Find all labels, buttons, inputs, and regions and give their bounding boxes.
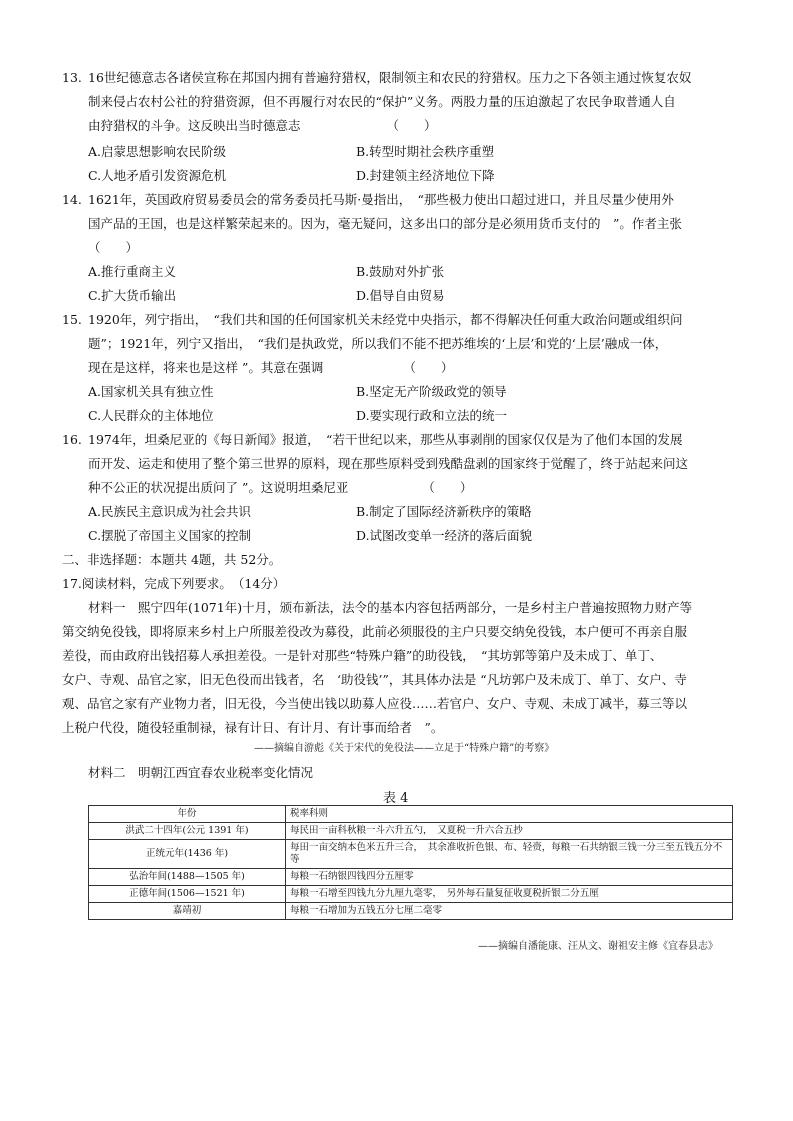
table-row xyxy=(89,840,733,869)
tax-rate-table xyxy=(88,805,733,920)
table-header-rate: 税率科则 xyxy=(286,806,733,823)
q15-option-b: B.坚定无产阶级政党的领导 xyxy=(356,384,507,399)
table-cell-rate: 每粮一石增至四钱九分九厘九毫零， 另外每石量复征收夏税折银二分五厘 xyxy=(286,886,733,903)
q14-option-b: B.鼓励对外扩张 xyxy=(356,264,445,279)
material-two-source: ——摘编自潘能康、汪从文、谢祖安主修《宜春县志》 xyxy=(478,941,718,952)
material-one-line5: 观、品官之家有产业物力者，旧无役，今当使出钱以助募人应役……若官户、女户、寺观、未成丁减半，募三等以 xyxy=(62,696,688,711)
q13-option-a: A.启蒙思想影响农民阶级 xyxy=(88,144,227,159)
q16-stem-line3-text: 种不公正的状况提出质问了 ”。这说明坦桑尼亚 xyxy=(88,480,349,495)
table-row xyxy=(89,886,733,903)
q16-number: 16. xyxy=(62,432,82,447)
table-cell-year: 嘉靖初 xyxy=(89,903,286,920)
q15-stem-line3 xyxy=(88,360,453,376)
q16-stem-line2: 而开发、运走和使用了整个第三世界的原料，现在那些原料受到残酷盘剥的国家终于觉醒了，终于站起来问这 xyxy=(88,456,689,471)
q16-option-a: A.民族民主意识成为社会共识 xyxy=(88,504,252,519)
material-one-line4: 女户、寺观、品官之家，旧无色役而出钱者，名 ‘助役钱’”，其具体办法是 “凡坊郭户及未成丁、单丁、女户、寺 xyxy=(62,672,687,687)
table-cell-year: 正德年间(1506—1521 年) xyxy=(89,886,286,903)
material-two-title: 材料二 明朝江西宜春农业税率变化情况 xyxy=(88,765,314,780)
q13-stem-line1: 16世纪德意志各诸侯宣称在邦国内拥有普遍狩猎权，限制领主和农民的狩猎权。压力之下各领主通过恢复农奴 xyxy=(88,70,692,85)
q14-stem-line2: 国产品的王国，也是这样繁荣起来的。因为，毫无疑问，这多出口的部分是必须用货币支付的 ”。作者主张 xyxy=(88,216,682,231)
q13-option-d: D.封建领主经济地位下降 xyxy=(356,168,495,183)
q13-option-b: B.转型时期社会秩序重塑 xyxy=(356,144,495,159)
q13-stem-line2: 制来侵占农村公社的狩猎资源，但不再履行对农民的“保护”义务。两股力量的压迫激起了农民争取普通人自 xyxy=(88,94,676,109)
q15-answer-paren: （ ） xyxy=(403,360,454,375)
q15-stem-line1: 1920年，列宁指出， “我们共和国的任何国家机关未经党中央指示，都不得解决任何重大政治问题或组织问 xyxy=(88,312,683,327)
q17-heading: 17.阅读材料，完成下列要求。 （14分） xyxy=(62,576,286,591)
material-one-line6: 上税户代役，随役轻重制禄，禄有计日、有计月、有计事而给者 ”。 xyxy=(62,720,444,735)
table-row xyxy=(89,903,733,920)
material-one-line1: 材料一 熙宁四年(1071年)十月，颁布新法，法令的基本内容包括两部分，一是乡村主户普遍按照物力财产等 xyxy=(88,600,693,615)
material-one-source: ——摘编自游彪《关于宋代的免役法——立足于“特殊户籍”的考察》 xyxy=(254,743,555,754)
q13-answer-paren: （ ） xyxy=(386,118,437,133)
q15-option-d: D.要实现行政和立法的统一 xyxy=(356,408,508,423)
table-header-year: 年份 xyxy=(89,806,286,823)
q14-stem-line1: 1621年，英国政府贸易委员会的常务委员托马斯·曼指出， “那些极力使出口超过进口，并且尽量少使用外 xyxy=(88,192,674,207)
material-one-line3: 差役，而由政府出钱招募人承担差役。一是针对那些“特殊户籍”的助役钱， “其坊郭等第户及未成丁、单丁、 xyxy=(62,648,663,663)
q14-option-d: D.倡导自由贸易 xyxy=(356,288,445,303)
table-cell-rate: 每粮一石纳银四钱四分五厘零 xyxy=(286,869,733,886)
table-row xyxy=(89,823,733,840)
table-cell-year: 洪武二十四年(公元 1391 年) xyxy=(89,823,286,840)
table-caption: 表 4 xyxy=(383,791,409,806)
table-row xyxy=(89,869,733,886)
q15-option-a: A.国家机关具有独立性 xyxy=(88,384,214,399)
q13-stem-line3 xyxy=(88,118,437,134)
q16-option-b: B.制定了国际经济新秩序的策略 xyxy=(356,504,532,519)
q13-number: 13. xyxy=(62,70,82,85)
q15-option-c: C.人民群众的主体地位 xyxy=(88,408,214,423)
q14-option-a: A.推行重商主义 xyxy=(88,264,177,279)
q16-option-d: D.试图改变单一经济的落后面貌 xyxy=(356,528,533,543)
q15-number: 15. xyxy=(62,312,82,327)
section-two-heading: 二、非选择题：本题共 4题，共 52分。 xyxy=(62,552,282,567)
q15-stem-line2: 题”；1921年，列宁又指出， “我们是执政党，所以我们不能不把苏维埃的‘上层’和党的‘上层’融成一体， xyxy=(88,336,668,351)
q13-stem-line3-text: 由狩猎权的斗争。这反映出当时德意志 xyxy=(88,118,301,133)
q16-option-c: C.摆脱了帝国主义国家的控制 xyxy=(88,528,252,543)
q14-number: 14. xyxy=(62,192,82,207)
q16-stem-line1: 1974年，坦桑尼亚的《每日新闻》报道， “若干世纪以来，那些从事剥削的国家仅仅是为了他们本国的发展 xyxy=(88,432,683,447)
q14-answer-paren: （ ） xyxy=(88,240,139,255)
q13-option-c: C.人地矛盾引发资源危机 xyxy=(88,168,227,183)
q16-answer-paren: （ ） xyxy=(422,480,473,495)
table-cell-rate: 每民田一亩科秋粮一斗六升五勺， 又夏税一升六合五抄 xyxy=(286,823,733,840)
q15-stem-line3-text: 现在是这样，将来也是这样 ”。其意在强调 xyxy=(88,360,324,375)
table-cell-rate: 每田一亩交纳本色米五升三合， 其余准收折色银、布、轻赍，每粮一石共纳银三钱一分三至五钱五分不等 xyxy=(286,840,733,869)
table-cell-year: 弘治年间(1488—1505 年) xyxy=(89,869,286,886)
q16-stem-line3 xyxy=(88,480,472,496)
q14-option-c: C.扩大货币输出 xyxy=(88,288,177,303)
table-header-row xyxy=(89,806,733,823)
table-cell-year: 正统元年(1436 年) xyxy=(89,840,286,869)
material-one-line2: 第交纳免役钱，即将原来乡村上户所服差役改为募役，此前必须服役的主户只要交纳免役钱，本户便可不再亲自服 xyxy=(62,624,688,639)
table-cell-rate: 每粮一石增加为五钱五分七厘二毫零 xyxy=(286,903,733,920)
